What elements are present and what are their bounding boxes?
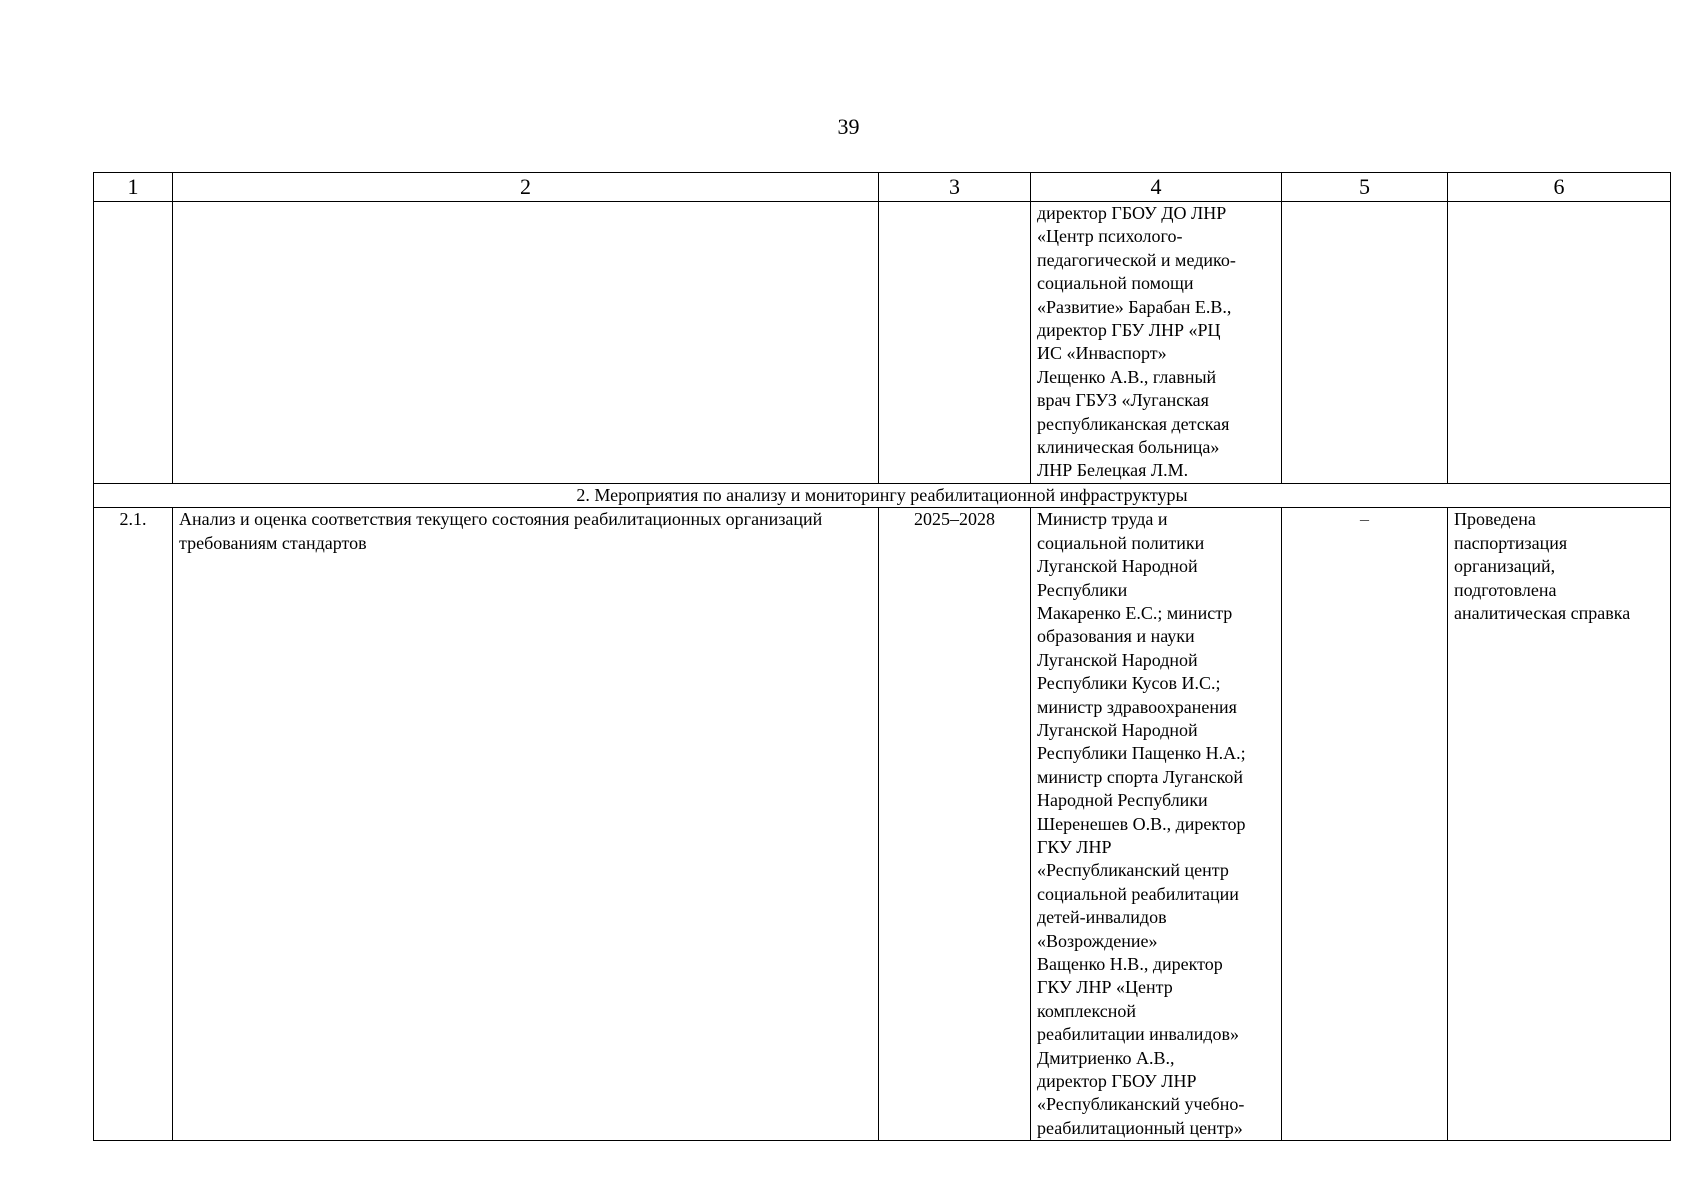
continued-cell-5 [1282, 202, 1448, 484]
continued-cell-2 [173, 202, 879, 484]
text-line: детей-инвалидов [1037, 907, 1167, 928]
text-line: Луганской Народной [1037, 719, 1198, 740]
text-line: Министр труда и [1037, 509, 1168, 530]
section-title: 2. Мероприятия по анализу и мониторингу реабилитационной инфраструктуры [94, 483, 1671, 507]
row-co-executors: – [1282, 508, 1448, 1141]
text-line: врач ГБУЗ «Луганская [1037, 390, 1209, 411]
text-line: реабилитационный центр» [1037, 1117, 1243, 1138]
table-row [94, 508, 1671, 1141]
text-line: «Возрождение» [1037, 930, 1158, 951]
header-row [94, 173, 1671, 202]
text-line: Луганской Народной [1037, 649, 1198, 670]
continued-cell-3 [879, 202, 1031, 484]
text-line: паспортизация [1454, 532, 1568, 553]
text-line: «Развитие» Барабан Е.В., [1037, 296, 1232, 317]
row-responsible [1031, 508, 1282, 1141]
header-cell-6: 6 [1448, 173, 1671, 202]
text-line: ГКУ ЛНР «Центр [1037, 977, 1173, 998]
text-line: Ващенко Н.В., директор [1037, 954, 1223, 974]
text-line: директор ГБОУ ДО ЛНР [1037, 203, 1227, 223]
text-line: аналитическая справка [1454, 602, 1631, 623]
text-line: Шеренешев О.В., директор [1037, 813, 1246, 834]
text-line: Лещенко А.В., главный [1037, 366, 1217, 387]
header-cell-2: 2 [173, 173, 879, 202]
text-line: педагогической и медико- [1037, 249, 1236, 270]
text-line: Республики Кусов И.С.; [1037, 673, 1221, 694]
continued-cell-6 [1448, 202, 1671, 484]
continued-row [94, 202, 1671, 484]
text-line: реабилитации инвалидов» [1037, 1024, 1240, 1045]
text-line: комплексной [1037, 1000, 1137, 1021]
text-line: ИС «Инваспорт» [1037, 343, 1167, 364]
text-line: министр здравоохранения [1037, 696, 1237, 717]
text-line: ГКУ ЛНР [1037, 836, 1112, 857]
text-line: «Республиканский учебно- [1037, 1094, 1245, 1115]
text-line: подготовлена [1454, 579, 1557, 600]
text-line: директор ГБУ ЛНР «РЦ [1037, 320, 1221, 341]
text-line: Республики [1037, 579, 1128, 600]
text-line: республиканская детская [1037, 413, 1230, 434]
page-number: 39 [837, 114, 860, 139]
header-cell-5: 5 [1282, 173, 1448, 202]
header-cell-1: 1 [94, 173, 173, 202]
text-line: «Республиканский центр [1037, 860, 1229, 881]
text-line: организаций, [1454, 556, 1556, 577]
row-title: Анализ и оценка соответствия текущего состояния реабилитационных организаций требованиям стандартов [173, 508, 879, 1141]
text-line: социальной реабилитации [1037, 883, 1239, 904]
text-line: Проведена [1454, 509, 1536, 530]
text-line: Республики Пащенко Н.А.; [1037, 743, 1246, 764]
text-line: социальной помощи [1037, 273, 1194, 294]
row-period: 2025–2028 [879, 508, 1031, 1141]
row-number: 2.1. [94, 508, 173, 1141]
text-line: социальной политики [1037, 532, 1205, 553]
text-line: образования и науки [1037, 626, 1195, 647]
header-cell-3: 3 [879, 173, 1031, 202]
text-line: Народной Республики [1037, 790, 1208, 811]
text-line: министр спорта Луганской [1037, 766, 1244, 787]
continued-cell-1 [94, 202, 173, 484]
row-result [1448, 508, 1671, 1141]
text-line: Дмитриенко А.В., [1037, 1047, 1175, 1068]
text-line: «Центр психолого- [1037, 226, 1183, 247]
section-row [94, 483, 1671, 507]
plan-table [93, 172, 1671, 1141]
text-line: директор ГБОУ ЛНР [1037, 1071, 1197, 1092]
continued-responsible-cell [1031, 202, 1282, 484]
text-line: клиническая больница» [1037, 437, 1220, 458]
text-line: Луганской Народной [1037, 556, 1198, 577]
text-line: Макаренко Е.С.; министр [1037, 602, 1233, 623]
header-cell-4: 4 [1031, 173, 1282, 202]
text-line: ЛНР Белецкая Л.М. [1037, 460, 1189, 481]
